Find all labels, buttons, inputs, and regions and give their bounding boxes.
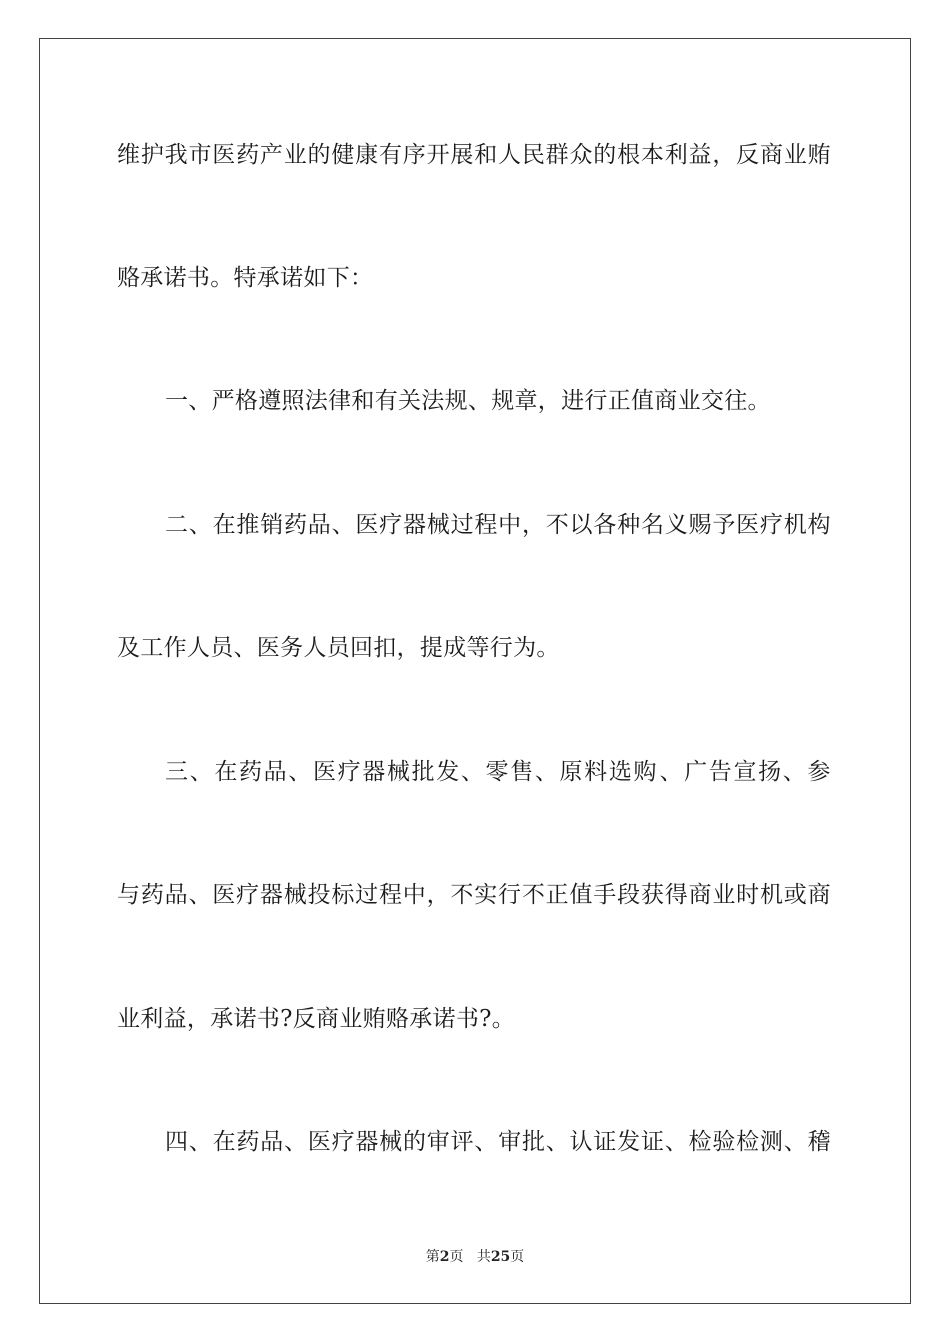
clause-three-line-2: 与 药 品 、 医 疗 器 械 投 标 过 程 中 ， 不 实 行 不 正 值 手 段 获 得 商 业 时 机 或 商 [117, 882, 831, 908]
footer-total-pages: 25 [490, 1249, 511, 1265]
page-border [39, 38, 911, 1304]
footer-page-suffix: 页 [449, 1249, 464, 1265]
clause-one-line: 一、严格遵照法律和有关法规、规章，进行正值商业交往。 [165, 388, 771, 414]
footer-total-suffix: 页 [510, 1249, 525, 1265]
clause-three-line-1: 三 、 在 药 品 、 医 疗 器 械 批 发 、 零 售 、 原 料 选 购 、 广 告 宣 扬 、 参 [165, 759, 831, 785]
footer-total-prefix: 共 [476, 1249, 491, 1265]
clause-two-line-2: 及工作人员、医务人员回扣，提成等行为。 [117, 635, 560, 661]
paragraph-line-2: 赂承诺书。特承诺如下： [117, 265, 374, 291]
clause-three-line-3: 业利益，承诺书?反商业贿赂承诺书?。 [117, 1006, 516, 1032]
page-footer [0, 1246, 950, 1266]
paragraph-line-1: 维 护 我 市 医 药 产 业 的 健 康 有 序 开 展 和 人 民 群 众 的 根 本 利 益 ， 反 商 业 贿 [117, 142, 831, 168]
footer-current-page: 2 [439, 1249, 450, 1265]
clause-four-line-1: 四 、 在 药 品 、 医 疗 器 械 的 审 评 、 审 批 、 认 证 发 证 、 检 验 检 测 、 稽 [165, 1129, 831, 1155]
footer-page-prefix: 第 [425, 1249, 440, 1265]
clause-two-line-1: 二 、 在 推 销 药 品 、 医 疗 器 械 过 程 中 ， 不 以 各 种 名 义 赐 予 医 疗 机 构 [165, 512, 831, 538]
